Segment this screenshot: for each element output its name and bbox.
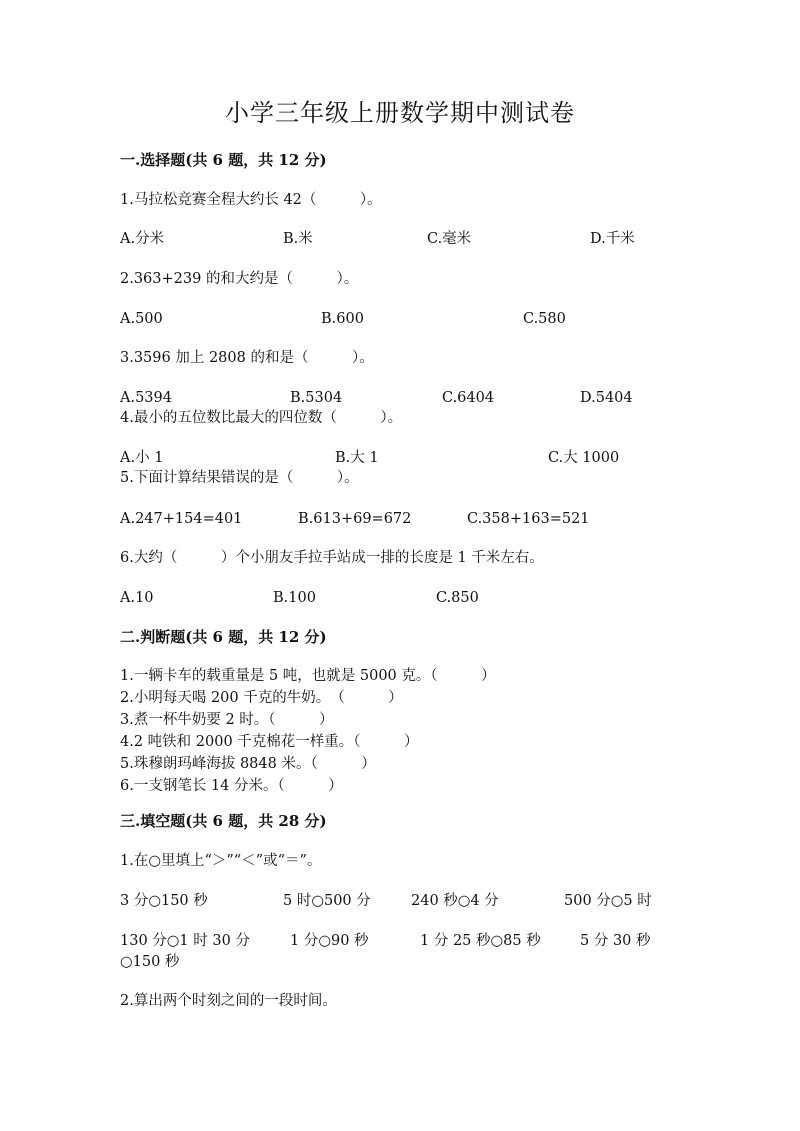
fill-question: 2.算出两个时刻之间的一段时间。 <box>120 993 337 1009</box>
fill-question: 1.在○里填上“＞”“＜”或“＝”。 <box>120 853 322 869</box>
option-b: B.米 <box>283 231 313 247</box>
question-text: 4.最小的五位数比最大的四位数（ ）。 <box>120 410 403 426</box>
section-heading-choice: 一.选择题(共 6 题，共 12 分) <box>120 151 327 169</box>
question-text: 6.大约（ ）个小朋友手拉手站成一排的长度是 1 千米左右。 <box>120 550 544 566</box>
compare-item: 5 时○500 分 <box>283 893 371 909</box>
option-c: C.6404 <box>442 390 495 406</box>
judge-item: 6.一支钢笔长 14 分米。（ ） <box>120 778 343 794</box>
compare-item-wrap: ○150 秒 <box>120 954 180 970</box>
judge-item: 1.一辆卡车的载重量是 5 吨，也就是 5000 克。（ ） <box>120 668 496 684</box>
option-d: D.5404 <box>580 390 633 406</box>
option-c: C.大 1000 <box>548 450 620 466</box>
section-heading-judge: 二.判断题(共 6 题，共 12 分) <box>120 628 327 646</box>
option-a: A.500 <box>120 311 163 327</box>
section-heading-fill: 三.填空题(共 6 题，共 28 分) <box>120 812 327 830</box>
judge-item: 4.2 吨铁和 2000 千克棉花一样重。（ ） <box>120 734 419 750</box>
compare-item: 240 秒○4 分 <box>411 893 499 909</box>
question-text: 3.3596 加上 2808 的和是（ ）。 <box>120 350 374 366</box>
option-c: C.358+163=521 <box>467 511 590 527</box>
option-c: C.850 <box>436 590 479 606</box>
page-title: 小学三年级上册数学期中测试卷 <box>225 99 575 127</box>
option-d: D.千米 <box>590 231 635 247</box>
compare-item: 5 分 30 秒 <box>580 933 651 949</box>
option-a: A.分米 <box>120 231 165 247</box>
option-b: B.600 <box>321 311 364 327</box>
option-a: A.10 <box>120 590 154 606</box>
option-b: B.613+69=672 <box>298 511 412 527</box>
compare-item: 130 分○1 时 30 分 <box>120 933 250 949</box>
option-a: A.247+154=401 <box>120 511 243 527</box>
question-text: 2.363+239 的和大约是（ ）。 <box>120 271 359 287</box>
option-a: A.小 1 <box>120 450 164 466</box>
option-a: A.5394 <box>120 390 172 406</box>
compare-item: 500 分○5 时 <box>564 893 652 909</box>
option-b: B.5304 <box>290 390 343 406</box>
compare-item: 1 分 25 秒○85 秒 <box>420 933 541 949</box>
question-text: 5.下面计算结果错误的是（ ）。 <box>120 470 359 486</box>
option-c: C.毫米 <box>427 231 472 247</box>
option-c: C.580 <box>523 311 566 327</box>
compare-item: 3 分○150 秒 <box>120 893 208 909</box>
judge-item: 3.煮一杯牛奶要 2 时。（ ） <box>120 712 334 728</box>
judge-item: 5.珠穆朗玛峰海拔 8848 米。（ ） <box>120 756 376 772</box>
compare-item: 1 分○90 秒 <box>290 933 369 949</box>
option-b: B.100 <box>273 590 316 606</box>
judge-item: 2.小明每天喝 200 千克的牛奶。 （ ） <box>120 690 403 706</box>
question-text: 1.马拉松竞赛全程大约长 42（ ）。 <box>120 192 382 208</box>
option-b: B.大 1 <box>335 450 379 466</box>
